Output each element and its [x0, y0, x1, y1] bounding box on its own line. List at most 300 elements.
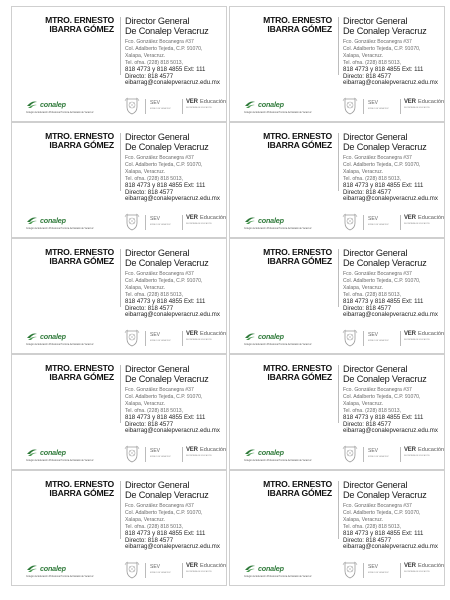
name-line-2: IBARRA GÓMEZ — [49, 256, 114, 267]
sev-logo: SEV — [368, 100, 379, 106]
government-logos — [122, 213, 226, 235]
card-name — [237, 480, 332, 499]
title-line-1: Director General — [125, 248, 190, 258]
name-line-2: IBARRA GÓMEZ — [267, 372, 332, 383]
card-contact — [125, 183, 227, 203]
address-line-3: Xalapa, Veracruz. — [343, 52, 384, 59]
logo-divider — [145, 447, 146, 462]
direct-line: Directo: 818 4577 — [125, 304, 174, 312]
card-title — [125, 364, 225, 384]
address-line-2: Col. Adalberto Tejeda, C.P. 91070, — [343, 393, 421, 400]
divider-line — [338, 365, 339, 423]
address-line-3: Xalapa, Veracruz. — [343, 516, 384, 523]
conalep-wordmark: conalep — [40, 215, 66, 225]
logo-divider — [363, 215, 364, 230]
conalep-logo — [244, 99, 284, 109]
educacion-logo: Educación — [418, 331, 445, 337]
card-address — [343, 39, 445, 67]
address-line-2: Col. Adalberto Tejeda, C.P. 91070, — [343, 161, 421, 168]
card-title — [125, 132, 225, 152]
address-line-4: Tel. ofna. (228) 818 5013, — [343, 407, 402, 414]
educacion-logo: Educación — [418, 563, 445, 569]
title-line-2: De Conalep Veracruz — [125, 374, 209, 384]
card-title — [343, 248, 443, 268]
logo-divider — [182, 563, 183, 578]
conalep-logo-icon — [26, 331, 38, 341]
ver-logo: VER — [404, 563, 416, 569]
logo-divider — [182, 215, 183, 230]
card-title — [125, 248, 225, 268]
educacion-subtitle: SECRETARÍA DE EDUCACIÓN — [186, 107, 212, 109]
ver-logo: VER — [404, 99, 416, 105]
government-logos — [122, 329, 226, 351]
address-line-1: Fco. González Bocanegra #37 — [125, 271, 194, 277]
logo-divider — [400, 563, 401, 578]
veracruz-seal-icon — [124, 213, 140, 231]
name-line-2: IBARRA GÓMEZ — [49, 488, 114, 499]
conalep-logo — [26, 331, 66, 341]
conalep-wordmark: conalep — [40, 447, 66, 457]
educacion-subtitle: SECRETARÍA DE EDUCACIÓN — [186, 339, 212, 341]
card-address — [343, 503, 445, 531]
educacion-subtitle: SECRETARÍA DE EDUCACIÓN — [404, 339, 430, 341]
conalep-logo-icon — [26, 99, 38, 109]
title-line-2: De Conalep Veracruz — [125, 258, 209, 268]
address-line-4: Tel. ofna. (228) 818 5013, — [343, 523, 402, 530]
logo-divider — [145, 215, 146, 230]
college-name: Colegio de Educación Profesional Técnica del Estado de Veracruz — [26, 112, 94, 114]
card-name — [237, 16, 332, 35]
phone-line: 818 4773 y 818 4855 Ext: 111 — [125, 530, 206, 537]
phone-line: 818 4773 y 818 4855 Ext: 111 — [343, 66, 424, 73]
conalep-logo-icon — [26, 563, 38, 573]
card-contact — [125, 67, 227, 87]
address-line-3: Xalapa, Veracruz. — [125, 516, 166, 523]
conalep-wordmark: conalep — [258, 563, 284, 573]
address-line-4: Tel. ofna. (228) 818 5013, — [125, 407, 184, 414]
educacion-logo: Educación — [200, 563, 227, 569]
name-line-1: MTRO. ERNESTO — [263, 247, 332, 257]
card-address — [343, 387, 445, 415]
address-line-2: Col. Adalberto Tejeda, C.P. 91070, — [125, 161, 203, 168]
logo-divider — [400, 331, 401, 346]
conalep-logo-icon — [244, 215, 256, 225]
ver-logo: VER — [404, 447, 416, 453]
sev-subtitle: ESTADO DE VERACRUZ — [150, 108, 171, 110]
college-name: Colegio de Educación Profesional Técnica del Estado de Veracruz — [244, 228, 312, 230]
ver-logo: VER — [404, 215, 416, 221]
government-logos — [122, 561, 226, 583]
college-name: Colegio de Educación Profesional Técnica del Estado de Veracruz — [244, 460, 312, 462]
conalep-logo — [26, 563, 66, 573]
conalep-logo-icon — [244, 563, 256, 573]
title-line-2: De Conalep Veracruz — [125, 26, 209, 36]
name-line-1: MTRO. ERNESTO — [263, 15, 332, 25]
direct-line: Directo: 818 4577 — [343, 536, 392, 544]
card-name — [19, 364, 114, 383]
title-line-1: Director General — [125, 480, 190, 490]
name-line-2: IBARRA GÓMEZ — [49, 24, 114, 35]
business-card — [229, 354, 445, 470]
ver-logo: VER — [186, 215, 198, 221]
sev-subtitle: ESTADO DE VERACRUZ — [150, 224, 171, 226]
conalep-wordmark: conalep — [40, 331, 66, 341]
name-line-1: MTRO. ERNESTO — [45, 15, 114, 25]
name-line-1: MTRO. ERNESTO — [45, 479, 114, 489]
address-line-1: Fco. González Bocanegra #37 — [125, 387, 194, 393]
logo-divider — [182, 447, 183, 462]
address-line-1: Fco. González Bocanegra #37 — [125, 155, 194, 161]
government-logos — [122, 97, 226, 119]
address-line-3: Xalapa, Veracruz. — [343, 284, 384, 291]
sev-subtitle: ESTADO DE VERACRUZ — [150, 572, 171, 574]
educacion-logo: Educación — [418, 447, 445, 453]
address-line-1: Fco. González Bocanegra #37 — [125, 503, 194, 509]
divider-line — [338, 133, 339, 191]
veracruz-seal-icon — [124, 445, 140, 463]
address-line-2: Col. Adalberto Tejeda, C.P. 91070, — [343, 509, 421, 516]
logo-divider — [400, 99, 401, 114]
veracruz-seal-icon — [342, 97, 358, 115]
logo-divider — [182, 99, 183, 114]
conalep-wordmark: conalep — [40, 563, 66, 573]
address-line-2: Col. Adalberto Tejeda, C.P. 91070, — [343, 45, 421, 52]
divider-line — [338, 249, 339, 307]
conalep-wordmark: conalep — [40, 99, 66, 109]
logo-divider — [400, 215, 401, 230]
card-name — [19, 248, 114, 267]
title-line-1: Director General — [343, 480, 408, 490]
card-title — [343, 16, 443, 36]
name-line-2: IBARRA GÓMEZ — [49, 140, 114, 151]
card-address — [343, 271, 445, 299]
title-line-1: Director General — [343, 248, 408, 258]
conalep-logo-icon — [244, 447, 256, 457]
logo-divider — [400, 447, 401, 462]
divider-line — [120, 365, 121, 423]
sev-subtitle: ESTADO DE VERACRUZ — [368, 108, 389, 110]
government-logos — [340, 329, 444, 351]
sev-subtitle: ESTADO DE VERACRUZ — [368, 456, 389, 458]
divider-line — [338, 17, 339, 75]
sev-logo: SEV — [368, 216, 379, 222]
address-line-3: Xalapa, Veracruz. — [125, 168, 166, 175]
college-name: Colegio de Educación Profesional Técnica del Estado de Veracruz — [26, 576, 94, 578]
name-line-2: IBARRA GÓMEZ — [267, 24, 332, 35]
divider-line — [120, 249, 121, 307]
direct-line: Directo: 818 4577 — [125, 72, 174, 80]
logo-divider — [182, 331, 183, 346]
name-line-1: MTRO. ERNESTO — [263, 363, 332, 373]
card-contact — [343, 183, 445, 203]
address-line-2: Col. Adalberto Tejeda, C.P. 91070, — [125, 277, 203, 284]
name-line-2: IBARRA GÓMEZ — [267, 140, 332, 151]
title-line-2: De Conalep Veracruz — [125, 142, 209, 152]
veracruz-seal-icon — [342, 329, 358, 347]
educacion-subtitle: SECRETARÍA DE EDUCACIÓN — [404, 223, 430, 225]
business-card — [11, 6, 227, 122]
address-line-4: Tel. ofna. (228) 818 5013, — [125, 523, 184, 530]
card-name — [19, 132, 114, 151]
sev-subtitle: ESTADO DE VERACRUZ — [368, 572, 389, 574]
address-line-2: Col. Adalberto Tejeda, C.P. 91070, — [125, 393, 203, 400]
email-line: eibarrag@conalepveracruz.edu.mx — [343, 79, 438, 87]
sev-logo: SEV — [368, 448, 379, 454]
conalep-logo — [26, 215, 66, 225]
address-line-3: Xalapa, Veracruz. — [125, 284, 166, 291]
veracruz-seal-icon — [342, 213, 358, 231]
address-line-2: Col. Adalberto Tejeda, C.P. 91070, — [125, 509, 203, 516]
educacion-subtitle: SECRETARÍA DE EDUCACIÓN — [186, 571, 212, 573]
government-logos — [340, 213, 444, 235]
logo-divider — [363, 99, 364, 114]
business-card — [11, 354, 227, 470]
conalep-logo-icon — [244, 331, 256, 341]
card-contact — [343, 531, 445, 551]
card-address — [125, 155, 227, 183]
direct-line: Directo: 818 4577 — [343, 304, 392, 312]
college-name: Colegio de Educación Profesional Técnica del Estado de Veracruz — [244, 112, 312, 114]
sev-subtitle: ESTADO DE VERACRUZ — [150, 340, 171, 342]
address-line-4: Tel. ofna. (228) 818 5013, — [125, 291, 184, 298]
card-contact — [343, 299, 445, 319]
government-logos — [340, 97, 444, 119]
name-line-1: MTRO. ERNESTO — [263, 479, 332, 489]
address-line-3: Xalapa, Veracruz. — [125, 52, 166, 59]
veracruz-seal-icon — [124, 329, 140, 347]
sev-logo: SEV — [150, 100, 161, 106]
address-line-4: Tel. ofna. (228) 818 5013, — [343, 59, 402, 66]
address-line-3: Xalapa, Veracruz. — [343, 168, 384, 175]
phone-line: 818 4773 y 818 4855 Ext: 111 — [343, 530, 424, 537]
direct-line: Directo: 818 4577 — [125, 536, 174, 544]
government-logos — [340, 445, 444, 467]
title-line-1: Director General — [343, 16, 408, 26]
college-name: Colegio de Educación Profesional Técnica del Estado de Veracruz — [26, 344, 94, 346]
card-contact — [125, 415, 227, 435]
address-line-2: Col. Adalberto Tejeda, C.P. 91070, — [125, 45, 203, 52]
educacion-logo: Educación — [200, 99, 227, 105]
title-line-1: Director General — [125, 16, 190, 26]
address-line-4: Tel. ofna. (228) 818 5013, — [125, 59, 184, 66]
card-address — [343, 155, 445, 183]
divider-line — [120, 481, 121, 539]
ver-logo: VER — [186, 563, 198, 569]
business-card — [229, 6, 445, 122]
conalep-logo — [244, 447, 284, 457]
email-line: eibarrag@conalepveracruz.edu.mx — [125, 543, 220, 551]
business-card — [11, 238, 227, 354]
address-line-1: Fco. González Bocanegra #37 — [343, 271, 412, 277]
direct-line: Directo: 818 4577 — [125, 420, 174, 428]
veracruz-seal-icon — [342, 445, 358, 463]
educacion-subtitle: SECRETARÍA DE EDUCACIÓN — [404, 455, 430, 457]
conalep-wordmark: conalep — [258, 447, 284, 457]
college-name: Colegio de Educación Profesional Técnica del Estado de Veracruz — [26, 228, 94, 230]
card-name — [237, 132, 332, 151]
email-line: eibarrag@conalepveracruz.edu.mx — [343, 427, 438, 435]
address-line-1: Fco. González Bocanegra #37 — [125, 39, 194, 45]
card-address — [125, 39, 227, 67]
phone-line: 818 4773 y 818 4855 Ext: 111 — [125, 182, 206, 189]
veracruz-seal-icon — [124, 561, 140, 579]
address-line-4: Tel. ofna. (228) 818 5013, — [125, 175, 184, 182]
phone-line: 818 4773 y 818 4855 Ext: 111 — [125, 298, 206, 305]
divider-line — [120, 17, 121, 75]
direct-line: Directo: 818 4577 — [343, 72, 392, 80]
address-line-2: Col. Adalberto Tejeda, C.P. 91070, — [343, 277, 421, 284]
sev-logo: SEV — [150, 448, 161, 454]
address-line-3: Xalapa, Veracruz. — [343, 400, 384, 407]
sev-subtitle: ESTADO DE VERACRUZ — [368, 340, 389, 342]
college-name: Colegio de Educación Profesional Técnica del Estado de Veracruz — [244, 344, 312, 346]
phone-line: 818 4773 y 818 4855 Ext: 111 — [125, 414, 206, 421]
veracruz-seal-icon — [342, 561, 358, 579]
business-card — [229, 238, 445, 354]
government-logos — [340, 561, 444, 583]
conalep-logo — [244, 563, 284, 573]
card-title — [343, 132, 443, 152]
card-contact — [125, 299, 227, 319]
conalep-logo — [26, 447, 66, 457]
educacion-logo: Educación — [200, 215, 227, 221]
logo-divider — [363, 447, 364, 462]
educacion-logo: Educación — [418, 215, 445, 221]
educacion-logo: Educación — [200, 331, 227, 337]
card-contact — [343, 67, 445, 87]
educacion-subtitle: SECRETARÍA DE EDUCACIÓN — [186, 455, 212, 457]
sev-subtitle: ESTADO DE VERACRUZ — [368, 224, 389, 226]
name-line-1: MTRO. ERNESTO — [45, 131, 114, 141]
address-line-4: Tel. ofna. (228) 818 5013, — [343, 291, 402, 298]
name-line-2: IBARRA GÓMEZ — [267, 488, 332, 499]
college-name: Colegio de Educación Profesional Técnica del Estado de Veracruz — [244, 576, 312, 578]
college-name: Colegio de Educación Profesional Técnica del Estado de Veracruz — [26, 460, 94, 462]
educacion-logo: Educación — [200, 447, 227, 453]
conalep-logo-icon — [244, 99, 256, 109]
address-line-1: Fco. González Bocanegra #37 — [343, 39, 412, 45]
divider-line — [338, 481, 339, 539]
email-line: eibarrag@conalepveracruz.edu.mx — [343, 311, 438, 319]
educacion-subtitle: SECRETARÍA DE EDUCACIÓN — [404, 571, 430, 573]
title-line-1: Director General — [125, 364, 190, 374]
government-logos — [122, 445, 226, 467]
educacion-logo: Educación — [418, 99, 445, 105]
address-line-1: Fco. González Bocanegra #37 — [343, 503, 412, 509]
cards-grid — [11, 6, 445, 586]
direct-line: Directo: 818 4577 — [343, 420, 392, 428]
logo-divider — [363, 331, 364, 346]
email-line: eibarrag@conalepveracruz.edu.mx — [343, 543, 438, 551]
address-line-1: Fco. González Bocanegra #37 — [343, 387, 412, 393]
card-name — [19, 16, 114, 35]
phone-line: 818 4773 y 818 4855 Ext: 111 — [343, 298, 424, 305]
sev-logo: SEV — [368, 564, 379, 570]
email-line: eibarrag@conalepveracruz.edu.mx — [125, 311, 220, 319]
card-address — [125, 271, 227, 299]
sev-logo: SEV — [150, 332, 161, 338]
title-line-1: Director General — [343, 364, 408, 374]
title-line-2: De Conalep Veracruz — [343, 258, 427, 268]
conalep-logo — [244, 331, 284, 341]
sev-logo: SEV — [150, 216, 161, 222]
logo-divider — [145, 563, 146, 578]
direct-line: Directo: 818 4577 — [343, 188, 392, 196]
ver-logo: VER — [186, 99, 198, 105]
sev-logo: SEV — [150, 564, 161, 570]
conalep-logo — [26, 99, 66, 109]
email-line: eibarrag@conalepveracruz.edu.mx — [125, 79, 220, 87]
conalep-logo — [244, 215, 284, 225]
business-card — [11, 122, 227, 238]
name-line-1: MTRO. ERNESTO — [45, 363, 114, 373]
conalep-wordmark: conalep — [258, 331, 284, 341]
title-line-1: Director General — [125, 132, 190, 142]
email-line: eibarrag@conalepveracruz.edu.mx — [343, 195, 438, 203]
card-title — [343, 364, 443, 384]
email-line: eibarrag@conalepveracruz.edu.mx — [125, 427, 220, 435]
veracruz-seal-icon — [124, 97, 140, 115]
card-title — [343, 480, 443, 500]
logo-divider — [363, 563, 364, 578]
business-card — [229, 470, 445, 586]
title-line-2: De Conalep Veracruz — [125, 490, 209, 500]
address-line-3: Xalapa, Veracruz. — [125, 400, 166, 407]
direct-line: Directo: 818 4577 — [125, 188, 174, 196]
title-line-2: De Conalep Veracruz — [343, 374, 427, 384]
phone-line: 818 4773 y 818 4855 Ext: 111 — [125, 66, 206, 73]
title-line-2: De Conalep Veracruz — [343, 490, 427, 500]
email-line: eibarrag@conalepveracruz.edu.mx — [125, 195, 220, 203]
divider-line — [120, 133, 121, 191]
card-title — [125, 480, 225, 500]
educacion-subtitle: SECRETARÍA DE EDUCACIÓN — [404, 107, 430, 109]
card-name — [237, 248, 332, 267]
ver-logo: VER — [186, 331, 198, 337]
educacion-subtitle: SECRETARÍA DE EDUCACIÓN — [186, 223, 212, 225]
name-line-2: IBARRA GÓMEZ — [49, 372, 114, 383]
phone-line: 818 4773 y 818 4855 Ext: 111 — [343, 414, 424, 421]
ver-logo: VER — [186, 447, 198, 453]
conalep-wordmark: conalep — [258, 215, 284, 225]
title-line-2: De Conalep Veracruz — [343, 26, 427, 36]
logo-divider — [145, 331, 146, 346]
card-contact — [343, 415, 445, 435]
name-line-2: IBARRA GÓMEZ — [267, 256, 332, 267]
card-contact — [125, 531, 227, 551]
conalep-logo-icon — [26, 215, 38, 225]
address-line-1: Fco. González Bocanegra #37 — [343, 155, 412, 161]
card-name — [237, 364, 332, 383]
sev-logo: SEV — [368, 332, 379, 338]
name-line-1: MTRO. ERNESTO — [45, 247, 114, 257]
name-line-1: MTRO. ERNESTO — [263, 131, 332, 141]
address-line-4: Tel. ofna. (228) 818 5013, — [343, 175, 402, 182]
logo-divider — [145, 99, 146, 114]
business-card — [11, 470, 227, 586]
card-name — [19, 480, 114, 499]
conalep-wordmark: conalep — [258, 99, 284, 109]
sev-subtitle: ESTADO DE VERACRUZ — [150, 456, 171, 458]
title-line-1: Director General — [343, 132, 408, 142]
title-line-2: De Conalep Veracruz — [343, 142, 427, 152]
conalep-logo-icon — [26, 447, 38, 457]
card-address — [125, 387, 227, 415]
phone-line: 818 4773 y 818 4855 Ext: 111 — [343, 182, 424, 189]
card-address — [125, 503, 227, 531]
ver-logo: VER — [404, 331, 416, 337]
card-title — [125, 16, 225, 36]
